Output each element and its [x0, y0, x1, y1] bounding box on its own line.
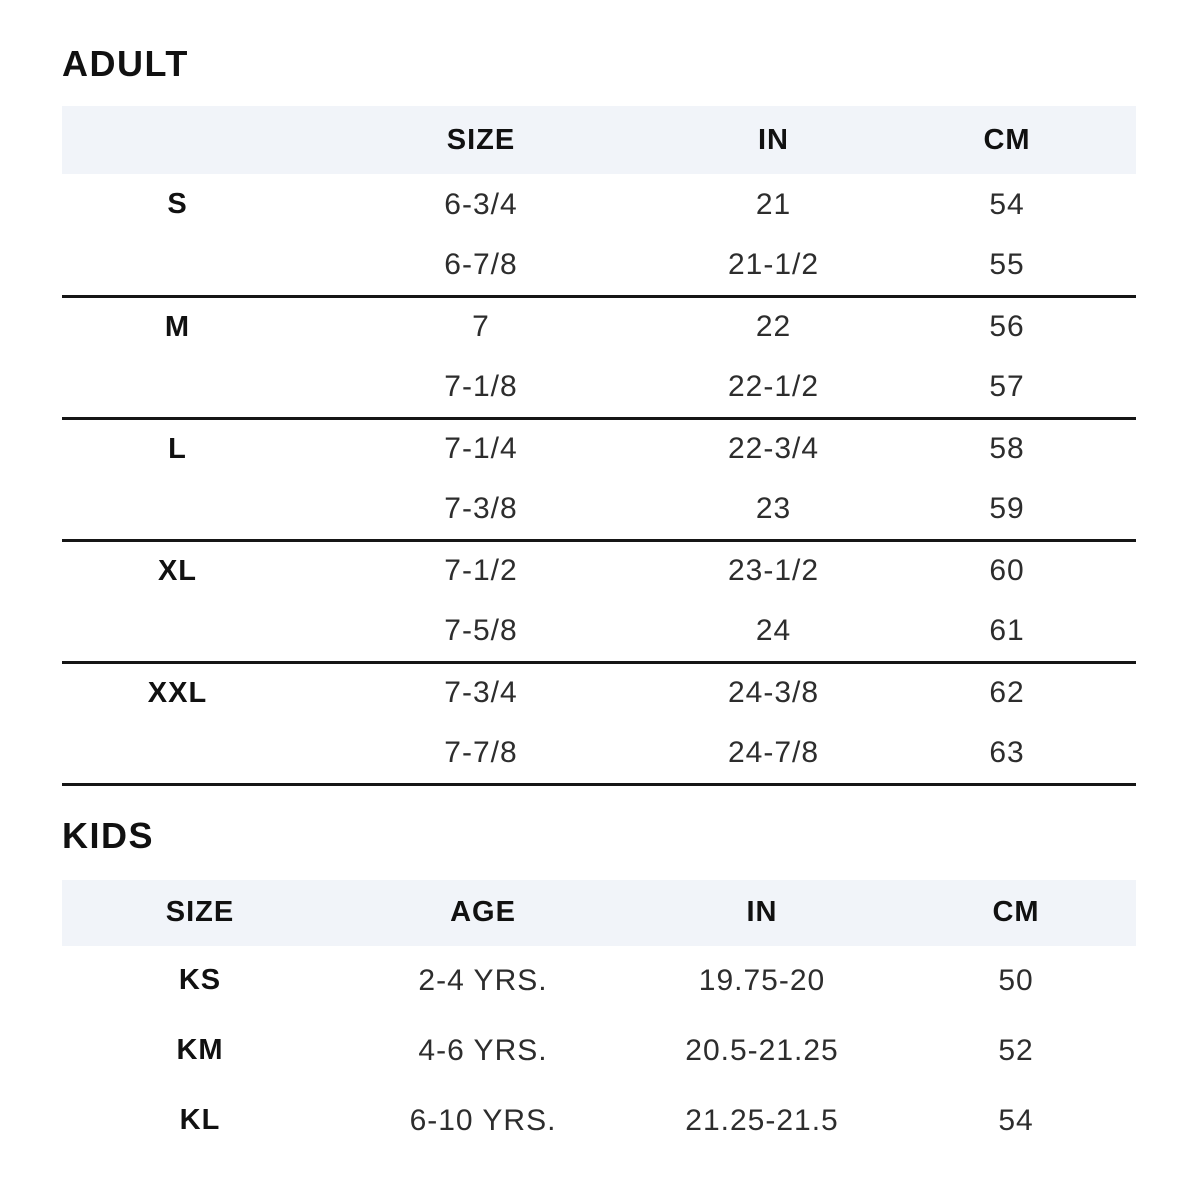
hat-size-cell: 7-1/8: [444, 369, 518, 403]
kids-section: [62, 816, 1136, 1156]
centimeters-cell: 61: [989, 613, 1025, 647]
centimeters-cell: 57: [989, 369, 1025, 403]
centimeters-cell: 54: [989, 187, 1025, 221]
hat-size-cell: 7-1/2: [444, 554, 518, 588]
adult-size-group: [62, 540, 1136, 662]
hat-size-cell: 7: [472, 310, 490, 344]
size-label-cell: XXL: [147, 676, 208, 709]
inches-cell: 23: [755, 491, 792, 525]
inches-cell: 24-3/8: [727, 676, 820, 710]
table-row: [62, 174, 1136, 235]
hat-size-cell: 7-3/8: [444, 491, 518, 525]
table-row: [62, 601, 1136, 662]
age-cell: 2-4 YRS.: [418, 963, 548, 997]
age-cell: 6-10 YRS.: [409, 1103, 557, 1137]
adult-size-table: [62, 106, 1136, 786]
column-header-cm: CM: [896, 880, 1136, 946]
table-row: [62, 540, 1136, 601]
hat-size-cell: 7-3/4: [444, 676, 518, 710]
inches-cell: 22-3/4: [727, 432, 820, 466]
kids-table-body: [62, 946, 1136, 1156]
inches-cell: 20.5-21.25: [685, 1033, 839, 1067]
inches-cell: 21.25-21.5: [685, 1103, 839, 1137]
inches-cell: 23-1/2: [727, 554, 820, 588]
centimeters-cell: 55: [989, 247, 1025, 281]
table-row: [62, 296, 1136, 357]
size-label-cell: XL: [157, 554, 198, 587]
size-label-cell: [62, 235, 293, 296]
table-row: [62, 235, 1136, 296]
table-row: [62, 723, 1136, 784]
centimeters-cell: 63: [989, 735, 1025, 769]
adult-section-title: ADULT: [62, 43, 189, 84]
table-row: [62, 1086, 1136, 1156]
inches-cell: 19.75-20: [698, 963, 826, 997]
hat-size-cell: 6-7/8: [444, 247, 518, 281]
kids-table-header: [62, 880, 1136, 946]
column-header-size: SIZE: [62, 880, 338, 946]
inches-cell: 24-7/8: [727, 735, 820, 769]
size-label-cell: [62, 357, 293, 418]
adult-size-group: [62, 418, 1136, 540]
table-row: [62, 946, 1136, 1016]
adult-table-header: [62, 106, 1136, 174]
centimeters-cell: 58: [989, 432, 1025, 466]
hat-size-cell: 6-3/4: [444, 187, 518, 221]
kids-size-table: [62, 880, 1136, 1156]
adult-section: [62, 44, 1136, 786]
table-row: [62, 479, 1136, 540]
size-label-cell: KL: [179, 1104, 221, 1136]
size-label-cell: [62, 723, 293, 784]
inches-cell: 24: [755, 613, 792, 647]
size-label-cell: [62, 479, 293, 540]
inches-cell: 22: [755, 310, 792, 344]
table-row: [62, 1016, 1136, 1086]
inches-cell: 21-1/2: [727, 247, 820, 281]
column-header-in: IN: [669, 106, 878, 174]
hat-size-cell: 7-7/8: [444, 735, 518, 769]
centimeters-cell: 56: [989, 310, 1025, 344]
header-row: [62, 106, 1136, 174]
table-row: [62, 418, 1136, 479]
centimeters-cell: 52: [998, 1033, 1034, 1067]
adult-size-group: [62, 662, 1136, 784]
inches-cell: 22-1/2: [727, 369, 820, 403]
column-header-age: AGE: [338, 880, 628, 946]
adult-size-group: [62, 174, 1136, 296]
centimeters-cell: 54: [998, 1103, 1034, 1137]
table-row: [62, 662, 1136, 723]
header-row: [62, 880, 1136, 946]
centimeters-cell: 59: [989, 491, 1025, 525]
column-header-blank: [62, 106, 293, 174]
size-label-cell: M: [164, 310, 191, 343]
centimeters-cell: 62: [989, 676, 1025, 710]
column-header-cm: CM: [878, 106, 1136, 174]
size-label-cell: KM: [176, 1034, 224, 1066]
kids-section-title: KIDS: [62, 814, 155, 856]
size-label-cell: S: [167, 188, 188, 220]
centimeters-cell: 50: [998, 963, 1034, 997]
centimeters-cell: 60: [989, 554, 1025, 588]
adult-size-group: [62, 296, 1136, 418]
size-label-cell: [62, 601, 293, 662]
table-row: [62, 357, 1136, 418]
hat-size-cell: 7-5/8: [444, 613, 518, 647]
column-header-size: SIZE: [293, 106, 669, 174]
hat-size-cell: 7-1/4: [444, 432, 518, 466]
age-cell: 4-6 YRS.: [418, 1033, 548, 1067]
size-label-cell: L: [168, 432, 187, 465]
inches-cell: 21: [755, 187, 792, 221]
column-header-in: IN: [628, 880, 896, 946]
size-label-cell: KS: [178, 964, 222, 996]
